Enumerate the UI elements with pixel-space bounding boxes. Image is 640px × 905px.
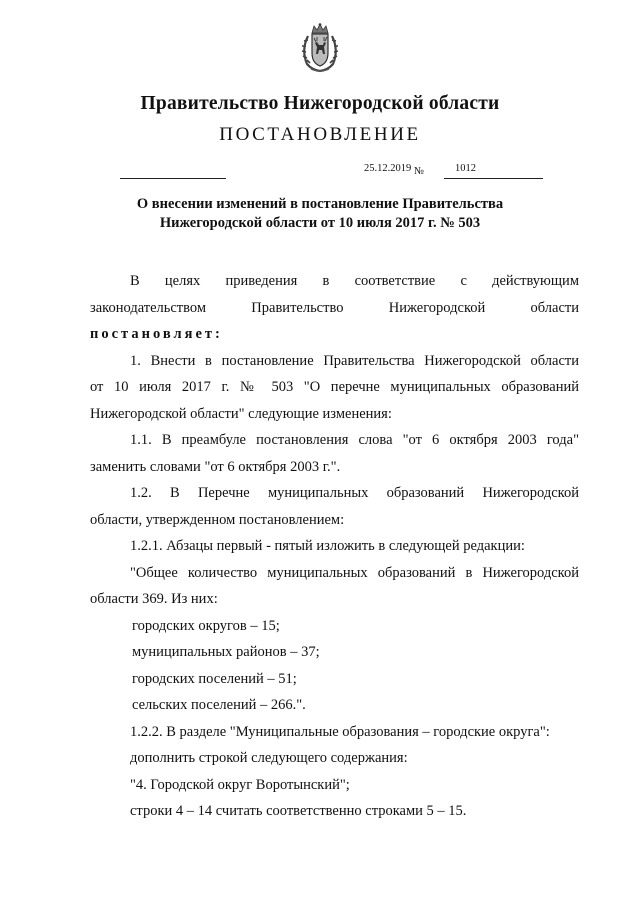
coat-of-arms-icon [299,22,341,74]
quote-line: области 369. Из них: [90,591,218,607]
paragraph-line: 1.2. В Перечне муниципальных образований Нижегородской [130,485,579,501]
paragraph-line: 1.1. В преамбуле постановления слова "от 6 октября 2003 года" [130,432,579,448]
paragraph-line: "4. Городской округ Воротынский"; [130,776,350,793]
paragraph-line: Нижегородской области" следующие изменения: [90,405,392,422]
organization-title: Правительство Нижегородской области [140,93,500,114]
document-subject [60,195,580,233]
subject-line: О внесении изменений в постановление Правительства [136,196,504,212]
number-sign: № [414,166,425,177]
list-item: городских поселений – 51; [132,670,297,687]
document-number: 1012 [455,163,476,174]
preamble-line: В целях приведения в соответствие с действующим [130,273,579,289]
paragraph-line: области, утвержденном постановлением: [90,511,345,528]
list-item: городских округов – 15; [132,617,280,634]
paragraph-line: от 10 июля 2017 г. № 503 "О перечне муниципальных образований [90,379,579,395]
paragraph-line: заменить словами "от 6 октября 2003 г.". [90,458,341,475]
paragraph-line: 1.2.2. В разделе "Муниципальные образования – городские округа": [130,723,550,740]
resolution-keyword: постановляет: [90,326,223,342]
paragraph-line: строки 4 – 14 считать соответственно строками 5 – 15. [130,803,467,819]
preamble-line: законодательством Правительство Нижегородской области [90,299,579,316]
list-item: муниципальных районов – 37; [132,644,320,660]
document-type: ПОСТАНОВЛЕНИЕ [219,124,421,145]
paragraph-line: 1.2.1. Абзацы первый - пятый изложить в следующей редакции: [130,538,525,554]
quote-line: "Общее количество муниципальных образований в Нижегородской [130,564,579,581]
paragraph-line: дополнить строкой следующего содержания: [130,750,408,766]
number-blank-line [444,178,543,179]
document-date: 25.12.2019 [364,163,412,174]
list-item: сельских поселений – 266.". [132,697,306,713]
document-body [90,268,579,825]
date-blank-line [120,178,226,179]
paragraph-line: 1. Внести в постановление Правительства Нижегородской области [130,352,579,369]
subject-line: Нижегородской области от 10 июля 2017 г. № 503 [159,215,481,231]
